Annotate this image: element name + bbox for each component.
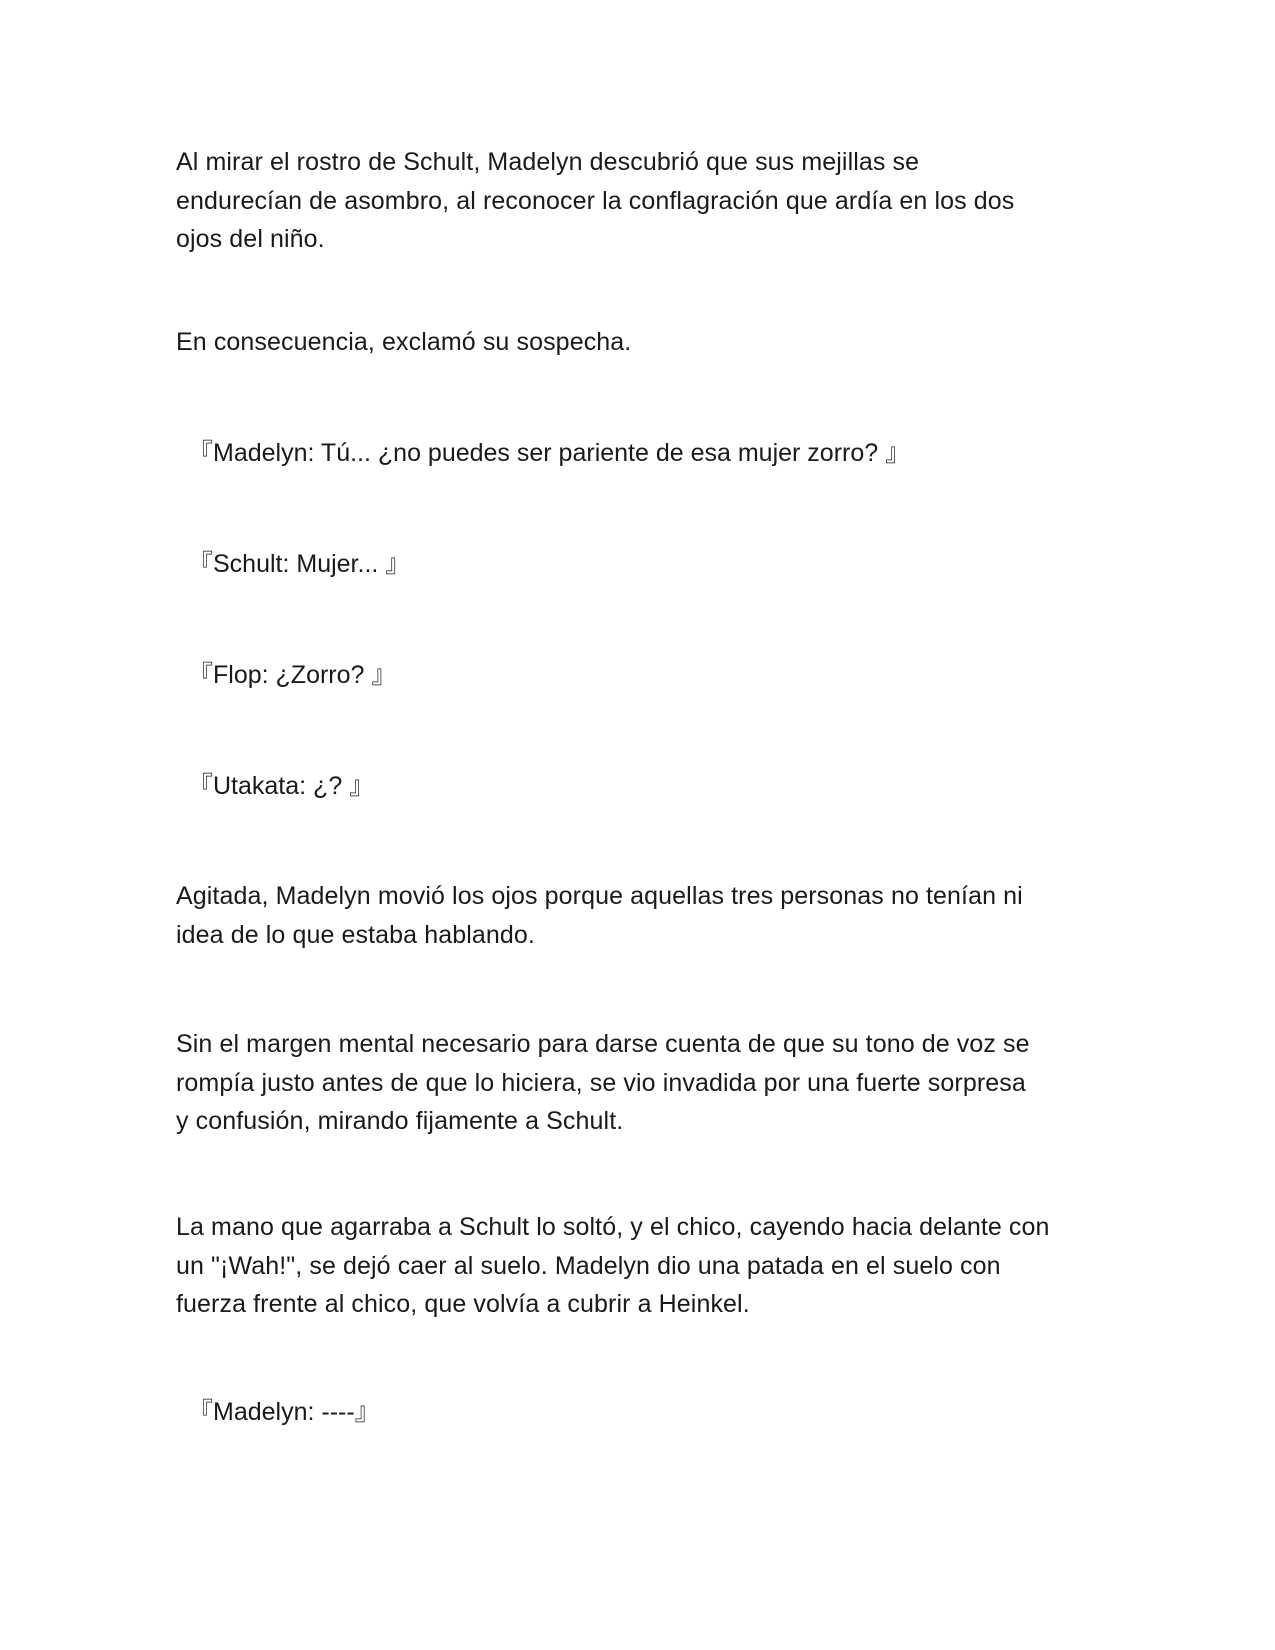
paragraph-line: Sin el margen mental necesario para darse cuenta de que su tono de voz se [176,1030,1030,1058]
dialogue-flop: 『Flop: ¿Zorro? 』 [188,661,397,689]
dialogue-madelyn-question: 『Madelyn: Tú... ¿no puedes ser pariente de esa mujer zorro? 』 [188,439,911,467]
paragraph-line: un "¡Wah!", se dejó caer al suelo. Madelyn dio una patada en el suelo con [176,1251,1001,1280]
paragraph-line: Agitada, Madelyn movió los ojos porque aquellas tres personas no tenían ni [176,882,1023,910]
dialogue-madelyn-dashes: 『Madelyn: ----』 [188,1398,380,1426]
paragraph-hand-released [176,1208,1096,1324]
paragraph-mental-margin [176,1025,1096,1141]
paragraph-agitated [176,877,1096,954]
dialogue-utakata: 『Utakata: ¿? 』 [188,772,375,800]
paragraph-line: En consecuencia, exclamó su sospecha. [176,328,632,356]
paragraph-suspicion [176,323,1096,362]
paragraph-schult-face [176,143,1096,259]
paragraph-line: ojos del niño. [176,225,325,253]
paragraph-line: idea de lo que estaba hablando. [176,920,535,949]
paragraph-line: La mano que agarraba a Schult lo soltó, y el chico, cayendo hacia delante con [176,1213,1050,1241]
paragraph-line: Al mirar el rostro de Schult, Madelyn descubrió que sus mejillas se [176,148,920,176]
paragraph-line: fuerza frente al chico, que volvía a cubrir a Heinkel. [176,1290,750,1318]
paragraph-line: rompía justo antes de que lo hiciera, se vio invadida por una fuerte sorpresa [176,1068,1026,1097]
paragraph-line: endurecían de asombro, al reconocer la conflagración que ardía en los dos [176,186,1015,215]
paragraph-line: y confusión, mirando fijamente a Schult. [176,1107,624,1135]
dialogue-schult: 『Schult: Mujer... 』 [188,550,411,578]
